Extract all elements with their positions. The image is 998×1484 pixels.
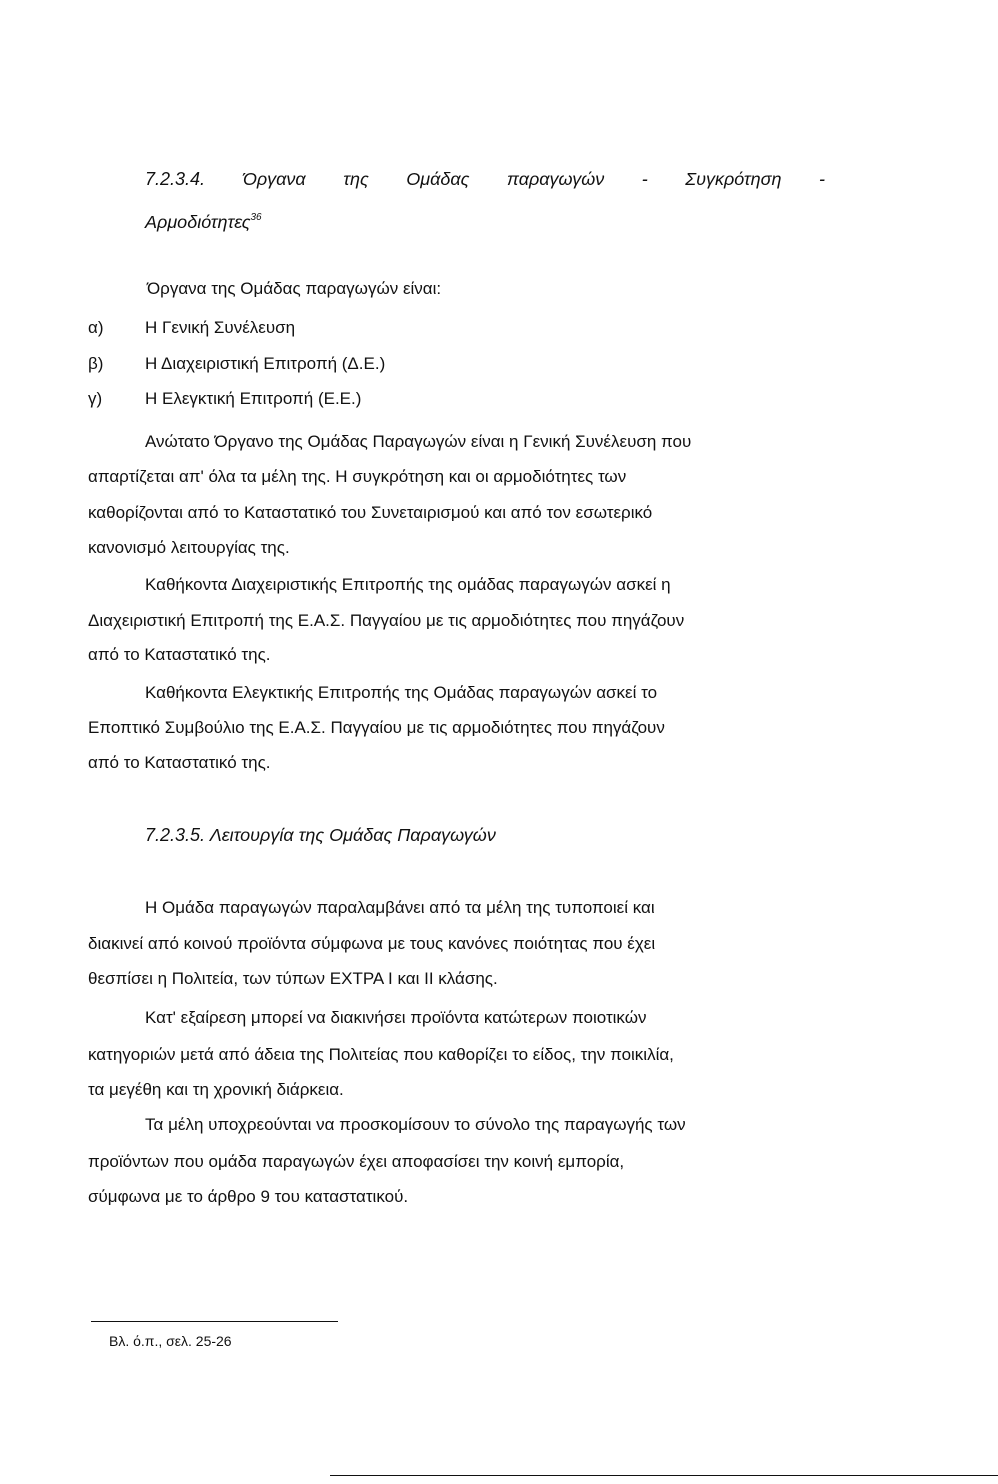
section-heading-7-2-3-5: 7.2.3.5. Λειτουργία της Ομάδας Παραγωγών [145, 825, 496, 845]
paragraph-line: από το Καταστατικό της. [88, 753, 271, 772]
list-item-text: Η Διαχειριστική Επιτροπή (Δ.Ε.) [145, 354, 386, 373]
list-marker: γ) [88, 389, 103, 408]
heading-text: Αρμοδιότητες [145, 212, 251, 232]
heading-word: Ομάδας [406, 169, 470, 189]
paragraph-line: Εποπτικό Συμβούλιο της Ε.Α.Σ. Παγγαίου με τις αρμοδιότητες που πηγάζουν [88, 718, 665, 737]
paragraph-line: Η Ομάδα παραγωγών παραλαμβάνει από τα μέλη της τυποποιεί και [145, 898, 655, 917]
list-item-text: Η Ελεγκτική Επιτροπή (Ε.Ε.) [145, 389, 362, 408]
paragraph-line: σύμφωνα με το άρθρο 9 του καταστατικού. [88, 1187, 409, 1206]
paragraph-line: από το Καταστατικό της. [88, 645, 271, 664]
heading-number: 7.2.3.4. [145, 169, 206, 189]
paragraph-line: Τα μέλη υποχρεούνται να προσκομίσουν το σύνολο της παραγωγής των [145, 1115, 686, 1134]
page-edge-line [330, 1475, 998, 1476]
paragraph-line: Ανώτατο Όργανο της Ομάδας Παραγωγών είναι η Γενική Συνέλευση που [145, 432, 692, 451]
paragraph-line: τα μεγέθη και τη χρονική διάρκεια. [88, 1080, 344, 1099]
paragraph-line: καθορίζονται από το Καταστατικό του Συνεταιρισμού και από τον εσωτερικό [88, 503, 653, 522]
paragraph-line: Καθήκοντα Διαχειριστικής Επιτροπής της ομάδας παραγωγών ασκεί η [145, 575, 671, 594]
section-heading-line-2 [145, 207, 262, 233]
paragraph-line: Καθήκοντα Ελεγκτικής Επιτροπής της Ομάδας παραγωγών ασκεί το [145, 683, 658, 702]
heading-word: παραγωγών [506, 169, 605, 189]
heading-word: Όργανα [242, 169, 306, 189]
heading-word: - [641, 169, 648, 189]
paragraph-line: προϊόντων που ομάδα παραγωγών έχει αποφασίσει την κοινή εμπορία, [88, 1152, 625, 1171]
paragraph-line: διακινεί από κοινού προϊόντα σύμφωνα με τους κανόνες ποιότητας που έχει [88, 934, 656, 953]
paragraph-line: απαρτίζεται απ' όλα τα μέλη της. Η συγκρότηση και οι αρμοδιότητες των [88, 467, 627, 486]
list-marker: β) [88, 354, 104, 373]
heading-word: Συγκρότηση [685, 169, 782, 189]
intro-text: Όργανα της Ομάδας παραγωγών είναι: [147, 279, 442, 298]
footnote-text: Βλ. ό.π., σελ. 25-26 [109, 1333, 232, 1349]
heading-word: - [818, 169, 825, 189]
paragraph-line: Διαχειριστική Επιτροπή της Ε.Α.Σ. Παγγαίου με τις αρμοδιότητες που πηγάζουν [88, 611, 685, 630]
paragraph-line: κανονισμό λειτουργίας της. [88, 538, 290, 557]
paragraph-line: Κατ' εξαίρεση μπορεί να διακινήσει προϊόντα κατώτερων ποιοτικών [145, 1008, 647, 1027]
list-marker: α) [88, 318, 104, 337]
footnote-reference: 36 [250, 212, 262, 223]
list-item-text: Η Γενική Συνέλευση [145, 318, 296, 337]
paragraph-line: κατηγοριών μετά από άδεια της Πολιτείας που καθορίζει το είδος, την ποικιλία, [88, 1045, 674, 1064]
paragraph-line: θεσπίσει η Πολιτεία, των τύπων ΕΧΤΡΑ Ι και ΙΙ κλάσης. [88, 969, 498, 988]
footnote-separator [91, 1321, 338, 1322]
section-heading-7-2-3-4 [145, 168, 825, 190]
heading-word: της [343, 169, 369, 189]
